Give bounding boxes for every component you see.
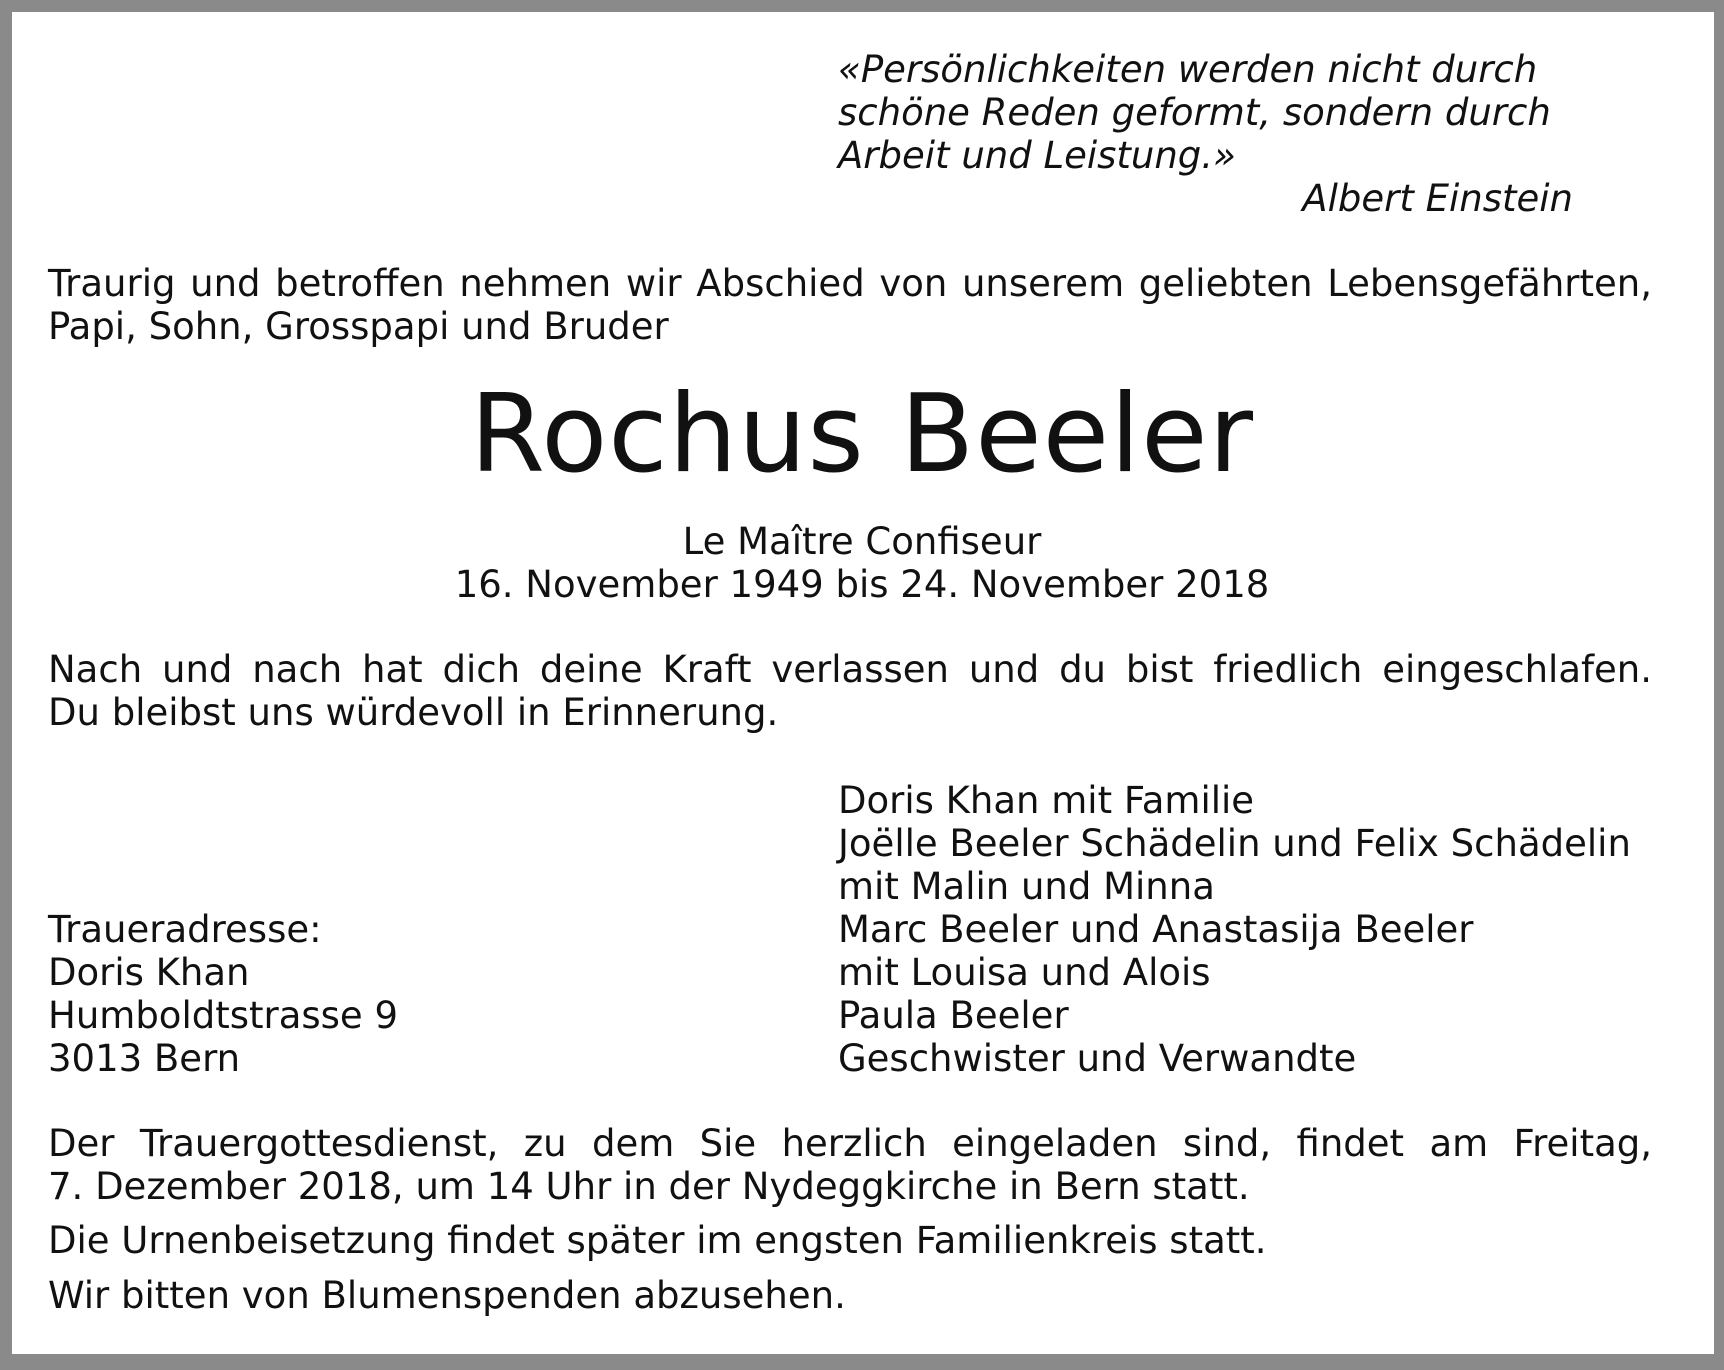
- mourning-address: [48, 908, 398, 1080]
- family-list: [838, 779, 1631, 1080]
- service-line: Der Trauergottesdienst, zu dem Sie herzlich eingeladen sind, findet am Freitag,: [48, 1122, 1652, 1165]
- burial-note: Die Urnenbeisetzung findet später im engsten Familienkreis statt.: [48, 1219, 1267, 1262]
- address-city: 3013 Bern: [48, 1037, 241, 1080]
- intro-text: [48, 262, 1652, 348]
- deceased-details: [0, 520, 1724, 606]
- family-line: Geschwister und Verwandte: [838, 1037, 1357, 1080]
- farewell-line: Nach und nach hat dich deine Kraft verlassen und du bist friedlich eingeschlafen.: [48, 648, 1652, 691]
- family-line: Paula Beeler: [838, 994, 1069, 1037]
- intro-line: Traurig und betroffen nehmen wir Abschied von unserem geliebten Lebensgefährten,: [48, 262, 1652, 305]
- family-line: mit Louisa und Alois: [838, 951, 1211, 994]
- family-line: Joëlle Beeler Schädelin und Felix Schädelin: [838, 822, 1631, 865]
- quote-line: Arbeit und Leistung.»: [838, 134, 1236, 177]
- einstein-quote: [838, 48, 1573, 220]
- service-text: [48, 1122, 1652, 1208]
- farewell-text: [48, 648, 1652, 734]
- quote-line: «Persönlichkeiten werden nicht durch: [838, 48, 1538, 91]
- farewell-line: Du bleibst uns würdevoll in Erinnerung.: [48, 691, 779, 734]
- quote-author: Albert Einstein: [1302, 177, 1573, 220]
- family-line: mit Malin und Minna: [838, 865, 1215, 908]
- address-street: Humboldtstrasse 9: [48, 994, 399, 1037]
- family-line: Marc Beeler und Anastasija Beeler: [838, 908, 1474, 951]
- deceased-title: Le Maître Confiseur: [682, 520, 1042, 563]
- address-label: Traueradresse:: [48, 908, 322, 951]
- deceased-name: Rochus Beeler: [470, 372, 1254, 497]
- intro-line: Papi, Sohn, Grosspapi und Bruder: [48, 305, 669, 348]
- family-line: Doris Khan mit Familie: [838, 779, 1255, 822]
- life-dates: 16. November 1949 bis 24. November 2018: [454, 563, 1270, 606]
- address-name: Doris Khan: [48, 951, 250, 994]
- flowers-note: Wir bitten von Blumenspenden abzusehen.: [48, 1274, 846, 1317]
- service-line: 7. Dezember 2018, um 14 Uhr in der Nydeggkirche in Bern statt.: [48, 1165, 1250, 1208]
- quote-line: schöne Reden geformt, sondern durch: [838, 91, 1551, 134]
